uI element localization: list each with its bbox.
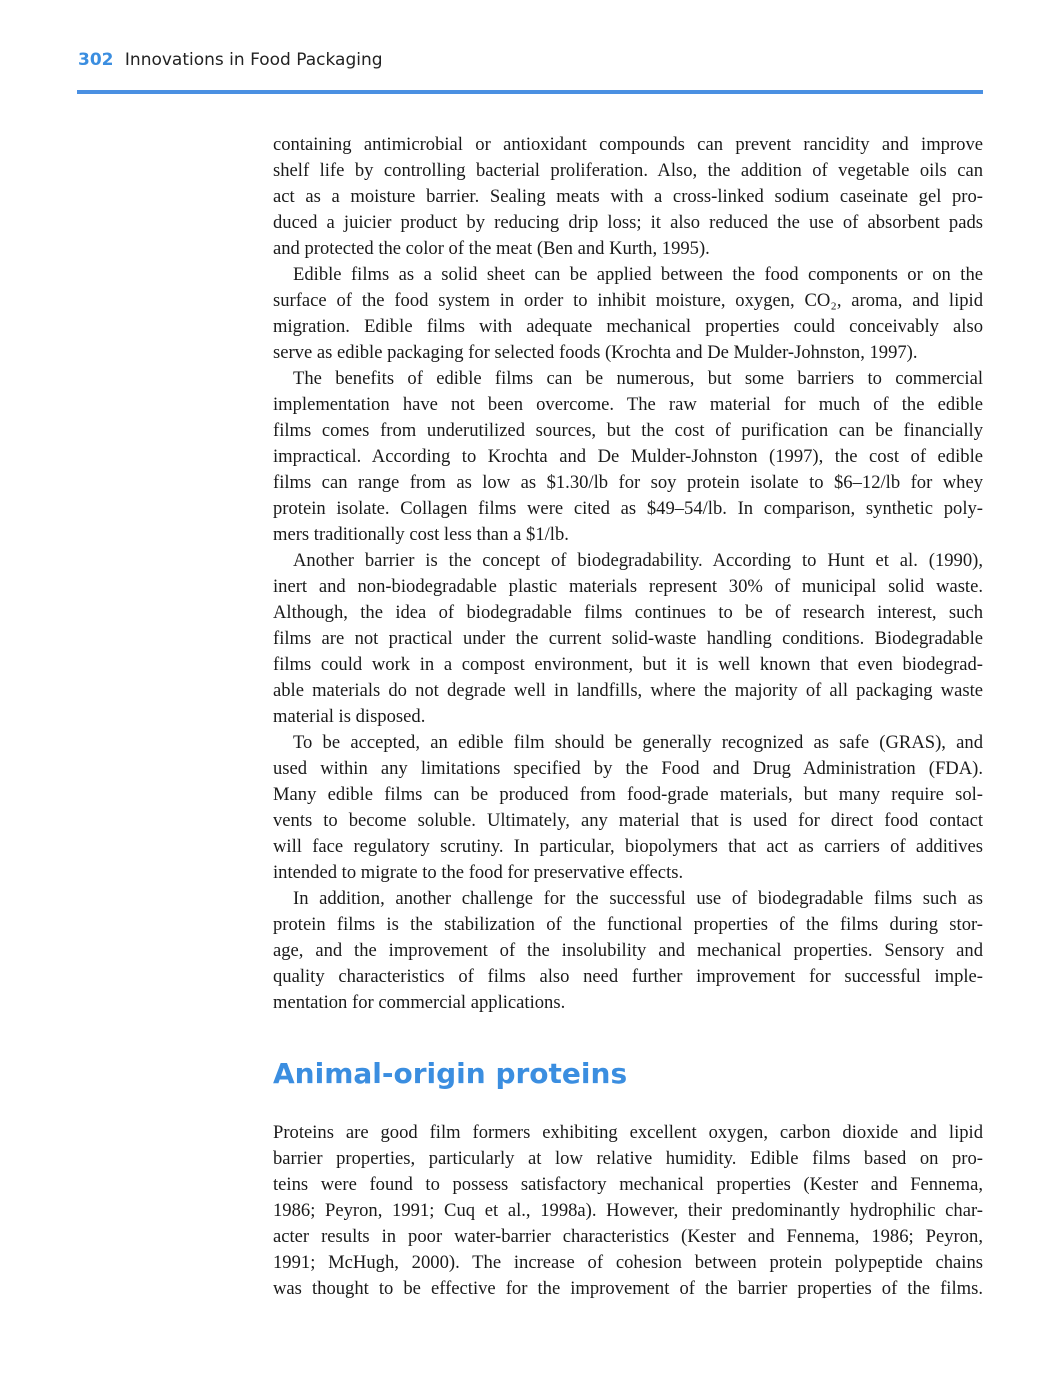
section-body-text	[273, 1120, 983, 1302]
paragraph	[273, 132, 983, 262]
text-line: will face regulatory scrutiny. In particular, biopolymers that act as carriers of additives	[273, 836, 983, 857]
header-rule	[77, 90, 983, 94]
text-line: films are not practical under the current solid-waste handling conditions. Biodegradable	[273, 628, 983, 649]
paragraph	[273, 730, 983, 886]
text-line: surface of the food system in order to inhibit moisture, oxygen, CO₂, aroma, and lipid	[273, 290, 983, 311]
running-header	[78, 50, 383, 70]
text-line: age, and the improvement of the insolubility and mechanical properties. Sensory and	[273, 940, 983, 961]
text-line: protein isolate. Collagen films were cited as $49–54/lb. In comparison, synthetic poly-	[273, 498, 983, 519]
text-line: 1986; Peyron, 1991; Cuq et al., 1998a). However, their predominantly hydrophilic char-	[273, 1200, 983, 1221]
text-line: material is disposed.	[273, 706, 426, 727]
text-line: and protected the color of the meat (Ben and Kurth, 1995).	[273, 238, 710, 259]
book-title: Innovations in Food Packaging	[124, 50, 383, 70]
text-line: teins were found to possess satisfactory mechanical properties (Kester and Fennema,	[273, 1174, 983, 1195]
text-line: mers traditionally cost less than a $1/lb.	[273, 524, 569, 545]
text-line: migration. Edible films with adequate mechanical properties could conceivably also	[273, 316, 983, 337]
paragraph	[273, 262, 983, 366]
text-line: films comes from underutilized sources, but the cost of purification can be financially	[273, 420, 983, 441]
text-line: Although, the idea of biodegradable films continues to be of research interest, such	[273, 602, 983, 623]
paragraph	[273, 366, 983, 548]
text-line: quality characteristics of films also need further improvement for successful imple-	[273, 966, 983, 987]
text-line: Proteins are good film formers exhibiting excellent oxygen, carbon dioxide and lipid	[273, 1122, 983, 1143]
text-line: Many edible films can be produced from food-grade materials, but many require sol-	[273, 784, 983, 805]
text-line: duced a juicier product by reducing drip loss; it also reduced the use of absorbent pads	[273, 212, 983, 233]
text-line: act as a moisture barrier. Sealing meats with a cross-linked sodium caseinate gel pro-	[273, 186, 983, 207]
text-line: films could work in a compost environment, but it is well known that even biodegrad-	[273, 654, 983, 675]
text-line: vents to become soluble. Ultimately, any material that is used for direct food contact	[273, 810, 983, 831]
text-line: The benefits of edible films can be numerous, but some barriers to commercial	[293, 368, 983, 389]
paragraph	[273, 548, 983, 730]
text-line: impractical. According to Krochta and De Mulder-Johnston (1997), the cost of edible	[273, 446, 983, 467]
text-line: intended to migrate to the food for preservative effects.	[273, 862, 684, 883]
text-line: used within any limitations specified by the Food and Drug Administration (FDA).	[273, 758, 983, 779]
text-line: films can range from as low as $1.30/lb for soy protein isolate to $6–12/lb for whey	[273, 472, 983, 493]
text-line: was thought to be effective for the improvement of the barrier properties of the films.	[273, 1278, 983, 1299]
text-line: 1991; McHugh, 2000). The increase of cohesion between protein polypeptide chains	[273, 1252, 983, 1273]
paragraph	[273, 886, 983, 1016]
text-line: able materials do not degrade well in landfills, where the majority of all packaging waste	[273, 680, 983, 701]
text-line: protein films is the stabilization of the functional properties of the films during stor-	[273, 914, 983, 935]
text-line: shelf life by controlling bacterial proliferation. Also, the addition of vegetable oils can	[273, 160, 983, 181]
text-line: In addition, another challenge for the successful use of biodegradable films such as	[293, 888, 983, 909]
paragraph	[273, 1120, 983, 1302]
text-line: Another barrier is the concept of biodegradability. According to Hunt et al. (1990),	[293, 550, 983, 571]
text-line: To be accepted, an edible film should be generally recognized as safe (GRAS), and	[293, 732, 983, 753]
text-line: barrier properties, particularly at low relative humidity. Edible films based on pro-	[273, 1148, 983, 1169]
text-line: implementation have not been overcome. The raw material for much of the edible	[273, 394, 983, 415]
text-line: Edible films as a solid sheet can be applied between the food components or on the	[293, 264, 983, 285]
text-line: inert and non-biodegradable plastic materials represent 30% of municipal solid waste.	[273, 576, 983, 597]
text-line: acter results in poor water-barrier characteristics (Kester and Fennema, 1986; Peyron,	[273, 1226, 983, 1247]
text-line: containing antimicrobial or antioxidant compounds can prevent rancidity and improve	[273, 134, 983, 155]
section-heading: Animal-origin proteins	[273, 1057, 628, 1090]
text-line: serve as edible packaging for selected foods (Krochta and De Mulder-Johnston, 1997).	[273, 342, 918, 363]
body-text	[273, 132, 983, 1016]
page-number: 302	[78, 50, 114, 70]
text-line: mentation for commercial applications.	[273, 992, 566, 1013]
